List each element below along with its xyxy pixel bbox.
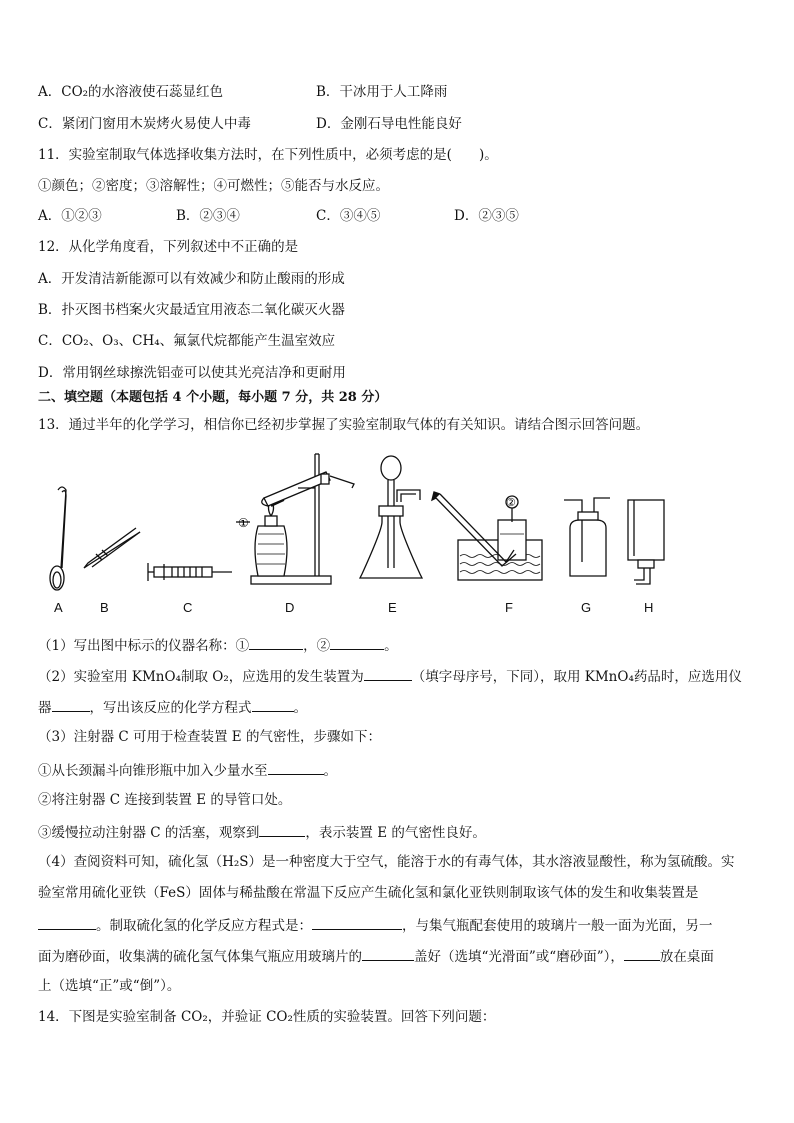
syringe-c <box>148 563 232 581</box>
answer-blank[interactable] <box>362 946 414 961</box>
q13-part2-text: （2）实验室用 KMnO₄制取 O₂，应选用的发生装置为 <box>38 669 364 685</box>
wash-bottle-g <box>564 498 610 576</box>
bottle-h <box>628 500 664 584</box>
q12-option-b: B．扑灭图书档案火灾最适宜用液态二氧化碳灭火器 <box>38 302 345 318</box>
q11-option-d: D．②③⑤ <box>454 208 519 224</box>
answer-blank[interactable] <box>624 946 660 961</box>
q13-part4-text: 。制取硫化氢的化学反应方程式是： <box>96 918 312 934</box>
figure-label-c: C <box>183 600 193 615</box>
answer-blank[interactable] <box>259 822 305 837</box>
q13-part4-text3: 面为磨砂面，收集满的硫化氢气体集气瓶应用玻璃片的 <box>38 949 362 965</box>
flask-e <box>360 456 422 578</box>
heating-apparatus-d <box>236 454 354 584</box>
answer-blank[interactable] <box>38 915 96 930</box>
answer-blank[interactable] <box>249 635 303 650</box>
q13-part4-line4 <box>38 946 714 966</box>
figure-label-e: E <box>388 600 397 615</box>
answer-blank[interactable] <box>52 697 90 712</box>
q14-stem: 14．下图是实验室制备 CO₂，并验证 CO₂性质的实验装置。回答下列问题： <box>38 1009 496 1025</box>
q13-part1 <box>38 635 398 655</box>
mark-2: ② <box>506 496 516 509</box>
q13-part4-text2: ，与集气瓶配套使用的玻璃片一般一面为光面，另一 <box>402 918 713 934</box>
q13-part4-line1: （4）查阅资料可知，硫化氢（H₂S）是一种密度大于空气，能溶于水的有毒气体，其水溶液显酸性，称为氢硫酸。实 <box>38 854 735 870</box>
trough-f <box>432 492 542 580</box>
q13-part2-text4: ，写出该反应的化学方程式 <box>89 700 252 716</box>
q13-part4-text4: 盖好（选填“光滑面”或“磨砂面”）， <box>414 949 624 965</box>
figure-label-a: A <box>54 600 63 615</box>
q13-part4-line2: 验室常用硫化亚铁（FeS）固体与稀盐酸在常温下反应产生硫化氢和氯化亚铁则制取该气体的发生和收集装置是 <box>38 885 699 901</box>
q12-option-c: C．CO₂、O₃、CH₄、氟氯代烷都能产生温室效应 <box>38 333 336 349</box>
q13-part2-text2: （填字母序号，下同），取用 KMnO₄药品时，应选用仪 <box>411 669 742 685</box>
q11-properties: ①颜色；②密度；③溶解性；④可燃性；⑤能否与水反应。 <box>38 178 389 194</box>
q11-option-a: A．①②③ <box>38 208 102 224</box>
q13-part4-line5: 上（选填“正”或“倒”）。 <box>38 978 181 994</box>
q13-part3-step1 <box>38 760 337 780</box>
q13-step3-text: ③缓慢拉动注射器 C 的活塞，观察到 <box>38 825 260 841</box>
figure-label-g: G <box>581 600 592 615</box>
figure-label-d: D <box>285 600 295 615</box>
q13-part3: （3）注射器 C 可用于检查装置 E 的气密性，步骤如下： <box>38 729 381 745</box>
q13-step1-end: 。 <box>323 763 337 779</box>
q13-part1-end: 。 <box>384 638 398 654</box>
q11-stem: 11．实验室制取气体选择收集方法时，在下列性质中，必须考虑的是( )。 <box>38 147 498 163</box>
q13-part1-text2: ，② <box>303 638 331 654</box>
q13-part3-step3 <box>38 822 486 842</box>
q10-option-d: D．金刚石导电性能良好 <box>316 116 462 132</box>
answer-blank[interactable] <box>312 915 402 930</box>
q13-step1-text: ①从长颈漏斗向锥形瓶中加入少量水至 <box>38 763 268 779</box>
q10-option-c: C．紧闭门窗用木炭烤火易使人中毒 <box>38 116 251 132</box>
q13-part2-end: 。 <box>293 700 307 716</box>
tweezers-b <box>84 528 140 568</box>
q12-stem: 12．从化学角度看，下列叙述中不正确的是 <box>38 239 299 255</box>
q11-option-c: C．③④⑤ <box>316 208 381 224</box>
q13-part2-line1 <box>38 666 742 686</box>
q13-part1-text: （1）写出图中标示的仪器名称：① <box>38 638 250 654</box>
spoon-a <box>50 487 66 590</box>
q13-step3-end: ，表示装置 E 的气密性良好。 <box>305 825 486 841</box>
figure-label-f: F <box>505 600 513 615</box>
q13-part4-text5: 放在桌面 <box>659 949 714 965</box>
q13-stem: 13．通过半年的化学学习，相信你已经初步掌握了实验室制取气体的有关知识。请结合图示回答问题。 <box>38 417 650 433</box>
mark-1: ① <box>238 516 249 530</box>
q13-part2-text3: 器 <box>38 700 52 716</box>
figure-label-h: H <box>644 600 654 615</box>
figure-label-b: B <box>100 600 109 615</box>
answer-blank[interactable] <box>268 760 324 775</box>
apparatus-figure <box>36 450 766 620</box>
q12-option-a: A．开发清洁新能源可以有效减少和防止酸雨的形成 <box>38 271 345 287</box>
section-heading: 二、填空题（本题包括 4 个小题，每小题 7 分，共 28 分） <box>38 390 388 405</box>
q10-option-a: A．CO₂的水溶液使石蕊显红色 <box>38 84 224 100</box>
q13-part3-step2: ②将注射器 C 连接到装置 E 的导管口处。 <box>38 792 292 808</box>
q13-part4-line3 <box>38 915 713 935</box>
q10-option-b: B．干冰用于人工降雨 <box>316 84 448 100</box>
answer-blank[interactable] <box>330 635 384 650</box>
q12-option-d: D．常用钢丝球擦洗铝壶可以使其光亮洁净和更耐用 <box>38 365 346 381</box>
answer-blank[interactable] <box>252 697 294 712</box>
q13-part2-line2 <box>38 697 307 717</box>
answer-blank[interactable] <box>364 666 412 681</box>
q11-option-b: B．②③④ <box>176 208 240 224</box>
